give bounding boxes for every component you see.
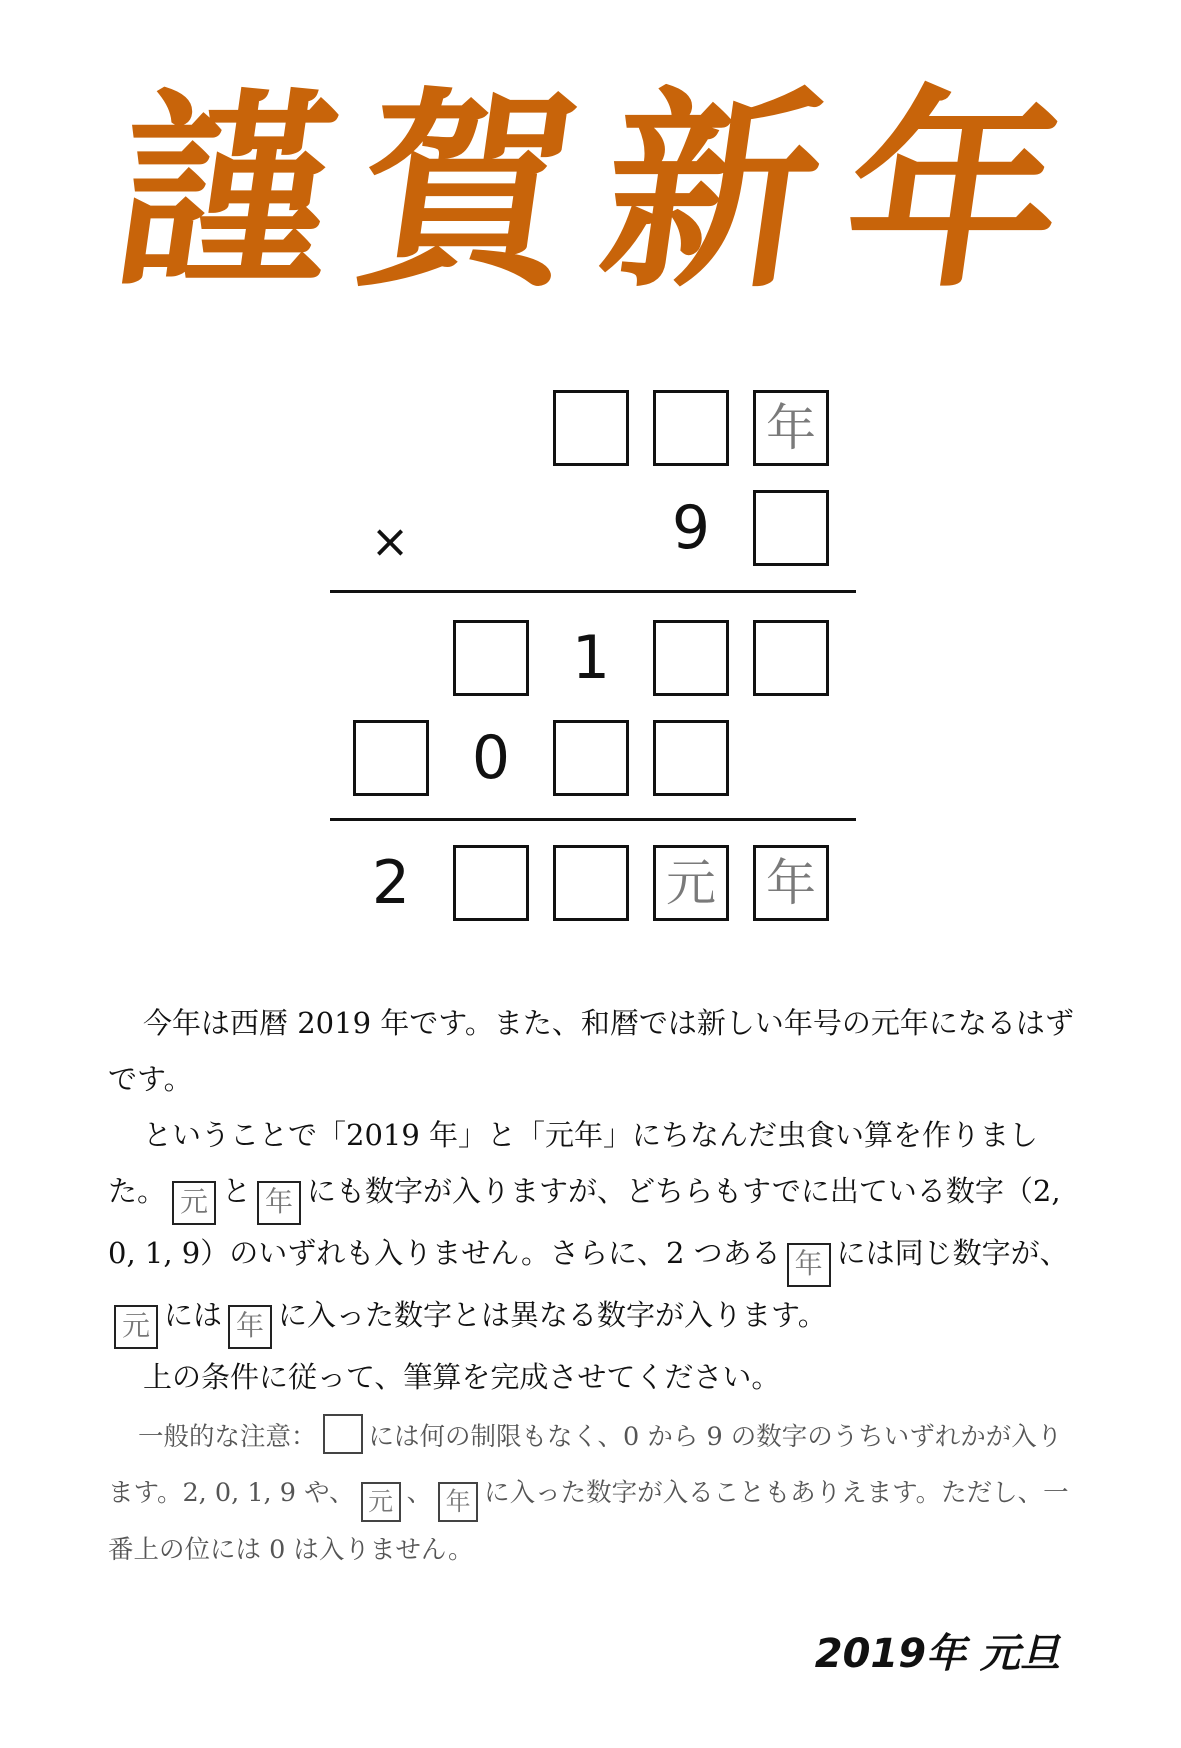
partial2-box-4	[653, 720, 729, 796]
partial1-box-3	[653, 620, 729, 696]
note-text-b: には何の制限もなく、0 から 9 の数字のうちいずれかが入ります。2, 0, 1, 9 や、	[108, 1422, 1063, 1508]
rules-text-b: と	[222, 1174, 252, 1208]
multiplicand-box-nen: 年	[753, 390, 829, 466]
multiplier-digit-9: 9	[671, 493, 711, 563]
rule-line-2	[330, 818, 856, 821]
rules-text-d: には同じ数字が、	[836, 1236, 1069, 1270]
title-char-1: 謹	[101, 67, 349, 316]
multiplicand-box-2	[653, 390, 729, 466]
partial1-box-4	[753, 620, 829, 696]
date-signature: 2019年 元旦	[814, 1631, 1060, 1677]
multiplicand-box-1	[553, 390, 629, 466]
rule-line-1	[330, 590, 856, 593]
result-digit-2: 2	[371, 848, 411, 918]
paragraph-instruction: 上の条件に従って、筆算を完成させてください。	[143, 1360, 781, 1394]
inline-box-nen-2: 年	[787, 1243, 831, 1287]
times-operator: ×	[370, 514, 410, 568]
inline-box-nen: 年	[257, 1181, 301, 1225]
result-box-3	[553, 845, 629, 921]
multiplier-box	[753, 490, 829, 566]
puzzle-description	[108, 995, 1084, 1578]
paragraph-rules	[108, 1107, 1084, 1349]
result-box-nen: 年	[753, 845, 829, 921]
result-box-gen: 元	[653, 845, 729, 921]
rules-text-a: ということで「2019 年」と「元年」にちなんだ虫食い算を作りました。	[108, 1118, 1039, 1208]
inline-box-gen: 元	[172, 1181, 216, 1225]
note-text-a: 一般的な注意：	[138, 1422, 317, 1452]
title-char-2: 賀	[344, 67, 592, 316]
title-char-3: 新	[588, 67, 836, 316]
rules-text-e: には	[164, 1298, 223, 1332]
partial2-box-3	[553, 720, 629, 796]
rules-text-c: にも数字が入りますが、どちらもすでに出ている数字（2, 0, 1, 9）のいずれも入りません。さらに、2 つある	[108, 1174, 1061, 1270]
inline-box-nen-3: 年	[228, 1305, 272, 1349]
partial2-digit-0: 0	[471, 723, 511, 793]
partial1-digit-1: 1	[571, 623, 611, 693]
result-box-2	[453, 845, 529, 921]
rules-text-f: に入った数字とは異なる数字が入ります。	[278, 1298, 827, 1332]
partial2-box-1	[353, 720, 429, 796]
paragraph-intro: 今年は西暦 2019 年です。また、和暦では新しい年号の元年になるはずです。	[108, 1006, 1074, 1096]
inline-box-gen-2: 元	[114, 1305, 158, 1349]
note-text-d: に入った数字が入ることもありえます。ただし、一番上の位には 0 は入りません。	[108, 1478, 1069, 1565]
title-char-4: 年	[831, 67, 1079, 316]
note-empty-box	[323, 1414, 363, 1454]
partial1-box-1	[453, 620, 529, 696]
note-box-nen: 年	[438, 1482, 478, 1522]
general-note	[108, 1409, 1084, 1578]
note-box-gen: 元	[361, 1482, 401, 1522]
note-text-c: 、	[406, 1478, 433, 1508]
